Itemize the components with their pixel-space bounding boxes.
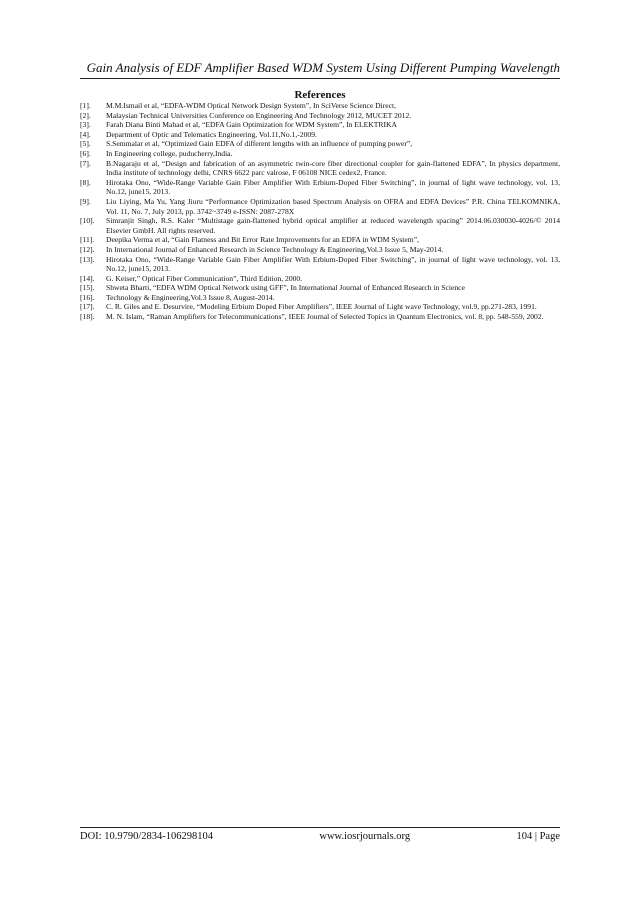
reference-number: [7].: [80, 158, 91, 168]
reference-text: C. R. Giles and E. Desurvire, “Modeling Erbium Doped Fiber Amplifiers”, IEEE Journal of Light wave Technology, vol.9, pp.271-283, 1991.: [106, 302, 537, 312]
reference-item: [80, 302, 560, 312]
footer-website: www.iosrjournals.org: [319, 831, 411, 842]
reference-number: [13].: [80, 254, 95, 264]
reference-text: S.Semmalar et al, “Optimized Gain EDFA of different lengths with an influence of pumping power”,: [106, 139, 413, 149]
reference-number: [4].: [80, 129, 91, 139]
reference-item: [80, 130, 560, 140]
reference-item: [80, 149, 560, 159]
reference-number: [14].: [80, 273, 95, 283]
reference-number: [2].: [80, 110, 91, 120]
reference-text: Deepika Verma et al, “Gain Flatness and Bit Error Rate Improvements for an EDFA in WDM System”,: [106, 235, 419, 245]
footer-doi: DOI: 10.9790/2834-106298104: [80, 831, 213, 842]
reference-item: [80, 274, 560, 284]
reference-number: [18].: [80, 312, 95, 322]
reference-text: Simranjit Singh, R.S. Kaler “Multistage gain-flattened hybrid optical amplifier at reduced wavelength spacing” 2014.06.030030-4026/© 2014 Elsevier GmbH. All rights reserved.: [106, 216, 560, 235]
reference-text: In Engineering college, puducherry,India.: [106, 148, 233, 158]
reference-text: Department of Optic and Telematics Engineering, Vol.11,No.1,-2009.: [106, 129, 317, 139]
reference-number: [17].: [80, 302, 95, 312]
reference-text: Hirotaka Ono, “Wide-Range Variable Gain Fiber Amplifier With Erbium-Doped Fiber Switching”, in journal of light wave technology, vol. 13, No.12, june15, 2013.: [106, 254, 560, 274]
reference-item: [80, 245, 560, 255]
reference-number: [16].: [80, 292, 95, 302]
reference-text: In International Journal of Enhanced Research in Science Technology & Engineering,Vol.3 Issue 5, May-2014.: [106, 244, 444, 254]
reference-text: Technology & Engineering,Vol.3 Issue 8, August-2014.: [106, 292, 275, 302]
reference-item: [80, 235, 560, 245]
reference-number: [12].: [80, 244, 95, 254]
reference-item: [80, 283, 560, 293]
reference-number: [5].: [80, 139, 91, 149]
reference-item: [80, 312, 560, 322]
page-footer: [80, 830, 560, 843]
reference-text: M. N. Islam, “Raman Amplifiers for Telecommunications”, IEEE Journal of Selected Topics in Quantum Electronics, vol. 8, pp. 548-559, 2002.: [106, 312, 544, 322]
reference-number: [15].: [80, 283, 95, 293]
reference-number: [8].: [80, 177, 91, 187]
reference-item: [80, 197, 560, 216]
reference-item: [80, 111, 560, 121]
footer-rule: [80, 827, 560, 828]
reference-text: Hirotaka Ono, “Wide-Range Variable Gain Fiber Amplifier With Erbium-Doped Fiber Switching”, in journal of light wave technology, vol. 13, No.12, june15, 2013.: [106, 177, 560, 197]
reference-text: G. Keiser,” Optical Fiber Communication”, Third Edition, 2000.: [106, 273, 303, 283]
reference-item: [80, 101, 560, 111]
reference-text: Farah Diana Binti Mahad et al, “EDFA Gain Optimization for WDM System”, In ELEKTRIKA: [106, 120, 397, 130]
reference-item: [80, 216, 560, 235]
reference-number: [11].: [80, 235, 95, 245]
reference-item: [80, 178, 560, 197]
reference-number: [1].: [80, 101, 91, 110]
reference-text: Liu Liying, Ma Yu, Yang Jiuru “Performance Optimization based Spectrum Analysis on OFRA and EDFA Devices” P.R. China TELKOMNIKA, Vol. 11, No. 7, July 2013, pp. 3742~3749 e-ISSN: 2087-278X: [106, 196, 560, 216]
reference-number: [10].: [80, 216, 95, 226]
reference-item: [80, 159, 560, 178]
header-rule: [80, 78, 560, 79]
section-title: References: [294, 89, 346, 101]
footer-page-number: 104 | Page: [516, 831, 560, 842]
reference-item: [80, 293, 560, 303]
reference-item: [80, 120, 560, 130]
reference-number: [9].: [80, 196, 91, 206]
reference-text: Shweta Bharti, “EDFA WDM Optical Network using GFF”, In International Journal of Enhanced Research in Science: [106, 283, 465, 293]
reference-number: [6].: [80, 148, 91, 158]
reference-item: [80, 255, 560, 274]
reference-list: [80, 101, 560, 322]
reference-item: [80, 139, 560, 149]
reference-text: B.Nagaraju et al, “Design and fabrication of an asymmetric twin-core fiber directional coupler for gain-flattened EDFA”, In physics department, India institute of technology delhi, CNRS 6622 parc valrose, F 06108 NICE cedex2, France.: [106, 158, 560, 178]
running-header: Gain Analysis of EDF Amplifier Based WDM System Using Different Pumping Wavelength: [86, 60, 560, 75]
reference-text: M.M.Ismail et al, “EDFA-WDM Optical Network Design System”, In SciVerse Science Direct,: [106, 101, 397, 110]
reference-number: [3].: [80, 120, 91, 130]
reference-text: Malaysian Technical Universities Conference on Engineering And Technology 2012, MUCET 2012.: [106, 110, 412, 120]
